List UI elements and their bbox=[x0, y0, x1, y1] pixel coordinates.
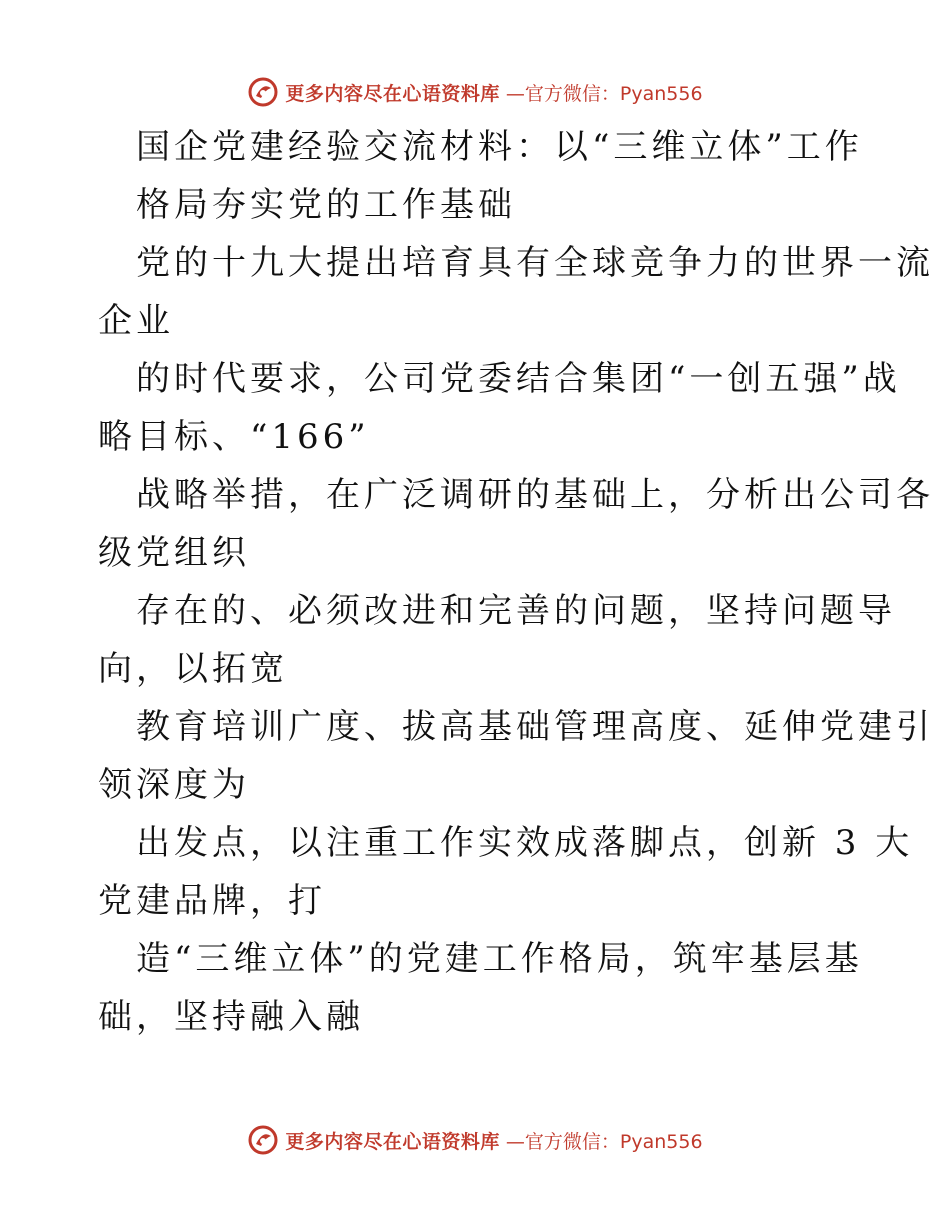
banner-title: 更多内容尽在心语资料库 bbox=[285, 1130, 500, 1153]
text-line: 企业 bbox=[98, 301, 174, 341]
text-line: 向，以拓宽 bbox=[98, 649, 288, 689]
text-line: 存在的、必须改进和完善的问题，坚持问题导 bbox=[136, 591, 896, 631]
text-line: 国企党建经验交流材料：以“三维立体”工作 bbox=[136, 127, 863, 167]
footer-banner bbox=[0, 1120, 950, 1160]
text-line: 略目标、“166” bbox=[98, 417, 370, 457]
red-swirl-logo-icon bbox=[247, 76, 279, 108]
text-line: 党建品牌，打 bbox=[98, 881, 326, 921]
header-banner bbox=[0, 72, 950, 112]
text-line: 出发点，以注重工作实效成落脚点，创新 3 大 bbox=[136, 823, 914, 863]
banner-title: 更多内容尽在心语资料库 bbox=[285, 82, 500, 105]
document-body bbox=[98, 118, 934, 1046]
red-swirl-logo-icon bbox=[247, 1124, 279, 1156]
banner-wechat: —官方微信：Pyan556 bbox=[505, 1130, 703, 1153]
text-line: 格局夯实党的工作基础 bbox=[136, 185, 516, 225]
text-line: 级党组织 bbox=[98, 533, 250, 573]
text-line: 党的十九大提出培育具有全球竞争力的世界一流 bbox=[136, 243, 934, 283]
text-line: 的时代要求，公司党委结合集团“一创五强”战 bbox=[136, 359, 901, 399]
text-line: 领深度为 bbox=[98, 765, 250, 805]
text-line: 础，坚持融入融 bbox=[98, 997, 364, 1037]
text-line: 战略举措，在广泛调研的基础上，分析出公司各 bbox=[136, 475, 934, 515]
text-line: 教育培训广度、拔高基础管理高度、延伸党建引 bbox=[136, 707, 934, 747]
text-line: 造“三维立体”的党建工作格局，筑牢基层基 bbox=[136, 939, 863, 979]
banner-wechat: —官方微信：Pyan556 bbox=[505, 82, 703, 105]
